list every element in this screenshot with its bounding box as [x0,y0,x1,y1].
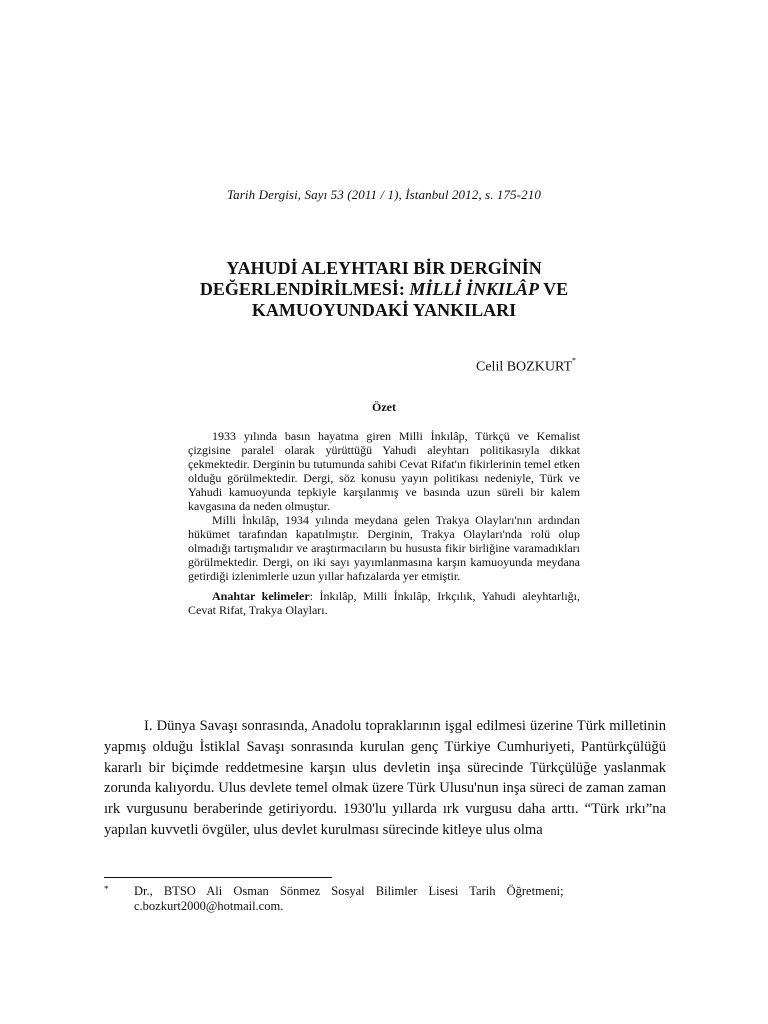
footnote-divider [104,877,332,878]
abstract-heading: Özet [372,400,396,414]
abstract [188,400,580,617]
footnote-email: c.bozkurt2000@hotmail.com. [134,899,284,913]
author-name [476,358,576,376]
title-line-2-end: VE [538,279,569,299]
author-name-text: Celil BOZKURT [476,359,572,375]
keywords-text: : İnkılâp, Milli İnkılâp, Irkçılık, Yahudi aleyhtarlığı, Cevat Rifat, Trakya Olayları. [188,589,580,617]
abstract-paragraph-1: 1933 yılında basın hayatına giren Milli İnkılâp, Türkçü ve Kemalist çizgisine paralel olarak yürüttüğü Yahudi aleyhtarı politikasıyla dikkat çekmektedir. Derginin bu tutumunda sahibi Cevat Rifat'ın fikirlerinin temel etken olduğu görülmektedir. Dergi, söz konusu yayın politikası nedeniyle, Türk ve Yahudi kamuoyunda tepkiyle karşılanmış ve basında uzun süreli bir kalem kavgasına da neden olmuştur. [188,429,580,513]
title-line-2-start: DEĞERLENDİRİLMESİ: [199,279,410,299]
title-line-3: KAMUOYUNDAKİ YANKILARI [251,300,517,320]
footnote-affiliation: Dr., BTSO Ali Osman Sönmez Sosyal Bilimler Lisesi Tarih Öğretmeni; [134,884,564,898]
title-line-1: YAHUDİ ALEYHTARI BİR DERGİNİN [226,258,542,278]
journal-reference: Tarih Dergisi, Sayı 53 (2011 / 1), İstanbul 2012, s. 175-210 [227,187,541,202]
abstract-paragraph-2: Milli İnkılâp, 1934 yılında meydana gelen Trakya Olayları'nın ardından hükümet tarafından kapatılmıştır. Derginin, Trakya Olayları'nda rolü olup olmadığı tartışmalıdır ve araştırmacıların bu hususta fikir birliğine varamadıkları görülmektedir. Dergi, on iki sayı yayımlanmasına karşın kamuoyunda meydana getirdiği izlenimlerle uzun yıllar hafızalarda yer etmiştir. [188,513,580,583]
footnote-text [134,884,666,914]
footnote-marker: * [104,884,109,894]
keywords-label: Anahtar kelimeler [212,589,310,603]
article-title [150,258,618,321]
keywords [188,589,580,617]
author-footnote-marker: * [572,356,576,365]
body-paragraph: I. Dünya Savaşı sonrasında, Anadolu topraklarının işgal edilmesi üzerine Türk milletinin yapmış olduğu İstiklal Savaşı sonrasında kurulan genç Türkiye Cumhuriyeti, Pantürkçülüğü kararlı bir biçimde reddetmesine karşın ulus devletin inşa sürecinde Türkçülüğe yaslanmak zorunda kalıyordu. Ulus devlete temel olmak üzere Türk Ulusu'nun inşa süreci de zaman zaman ırk vurgusunu beraberinde getiriyordu. 1930'lu yıllarda ırk vurgusu daha arttı. “Türk ırkı”na yapılan kuvvetli övgüler, ulus devlet kurulması sürecinde kitleye ulus olma [104,718,666,838]
title-line-2-emphasis: MİLLİ İNKILÂP [409,279,539,299]
footnote [104,884,666,914]
